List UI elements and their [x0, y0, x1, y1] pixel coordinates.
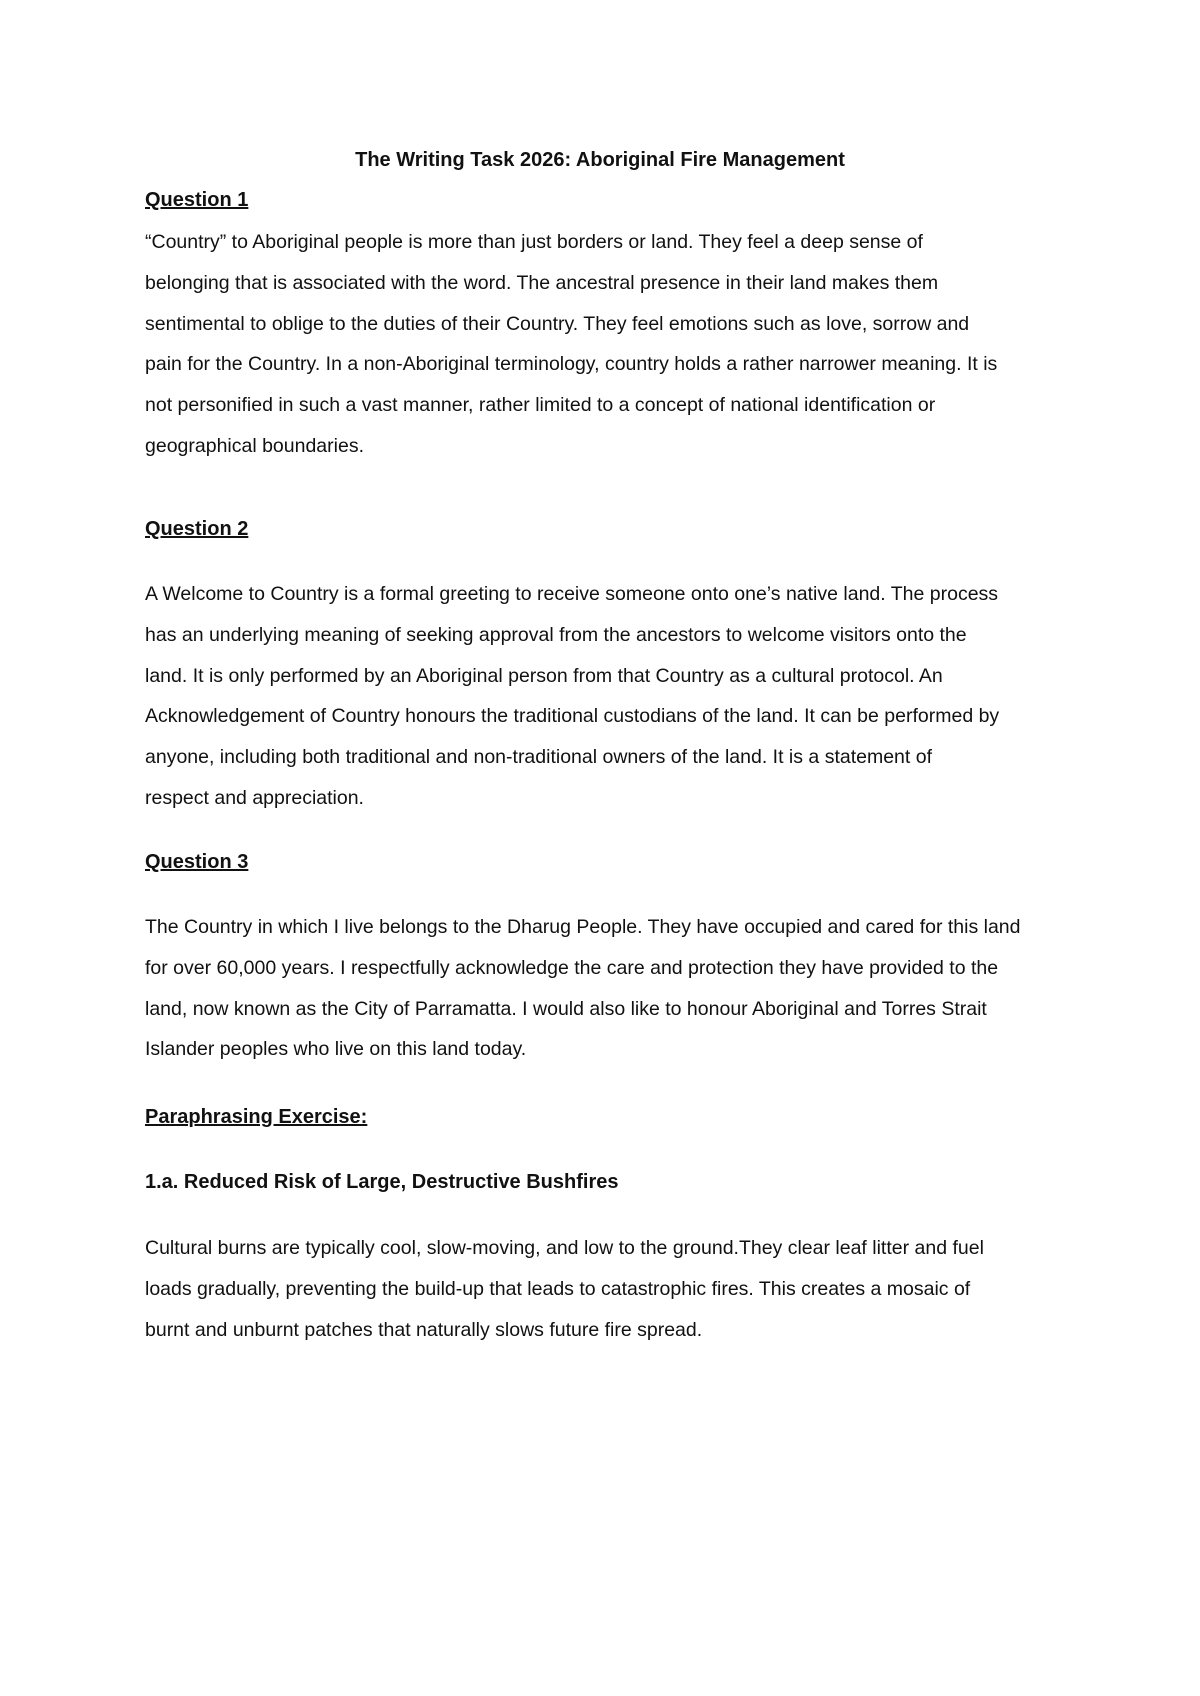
paragraph-line: has an underlying meaning of seeking approval from the ancestors to welcome visitors onto the	[145, 623, 967, 646]
paraphrasing-answer	[145, 1228, 1065, 1350]
question-2-heading: Question 2	[145, 518, 249, 540]
paragraph-line: loads gradually, preventing the build-up that leads to catastrophic fires. This creates a mosaic of	[145, 1277, 971, 1300]
paragraph-line: Acknowledgement of Country honours the traditional custodians of the land. It can be performed by	[145, 705, 1000, 728]
paragraph-line: A Welcome to Country is a formal greeting to receive someone onto one’s native land. The process	[145, 583, 999, 605]
paragraph-line: respect and appreciation.	[145, 786, 364, 809]
paragraph-line: The Country in which I live belongs to the Dharug People. They have occupied and cared for this land	[145, 916, 1021, 938]
question-1-answer	[145, 222, 1065, 467]
paraphrasing-subheading: 1.a. Reduced Risk of Large, Destructive Bushfires	[145, 1171, 619, 1193]
paragraph-line: land. It is only performed by an Aboriginal person from that Country as a cultural protocol. An	[145, 664, 943, 687]
question-3-answer	[145, 907, 1065, 1070]
paragraph-line: not personified in such a vast manner, rather limited to a concept of national identification or	[145, 394, 936, 417]
paraphrasing-exercise-heading: Paraphrasing Exercise:	[145, 1106, 368, 1128]
document-title: The Writing Task 2026: Aboriginal Fire Management	[355, 149, 845, 171]
paragraph-line: pain for the Country. In a non-Aboriginal terminology, country holds a rather narrower meaning. It is	[145, 353, 998, 376]
paragraph-line: sentimental to oblige to the duties of their Country. They feel emotions such as love, sorrow and	[145, 312, 970, 335]
paragraph-line: for over 60,000 years. I respectfully acknowledge the care and protection they have provided to the	[145, 956, 999, 979]
paragraph-line: anyone, including both traditional and non-traditional owners of the land. It is a statement of	[145, 746, 932, 769]
question-2-answer	[145, 574, 1065, 819]
question-3-heading: Question 3	[145, 851, 249, 873]
paragraph-line: Islander peoples who live on this land today.	[145, 1038, 527, 1061]
paragraph-line: belonging that is associated with the word. The ancestral presence in their land makes them	[145, 271, 939, 294]
paragraph-line: burnt and unburnt patches that naturally slows future fire spread.	[145, 1318, 703, 1341]
paragraph-line: “Country” to Aboriginal people is more than just borders or land. They feel a deep sense of	[145, 231, 923, 253]
paragraph-line: geographical boundaries.	[145, 434, 364, 457]
paragraph-line: land, now known as the City of Parramatta. I would also like to honour Aboriginal and Torres Strait	[145, 997, 987, 1020]
paragraph-line: Cultural burns are typically cool, slow-moving, and low to the ground.They clear leaf litter and fuel	[145, 1237, 984, 1259]
question-1-heading: Question 1	[145, 189, 249, 211]
